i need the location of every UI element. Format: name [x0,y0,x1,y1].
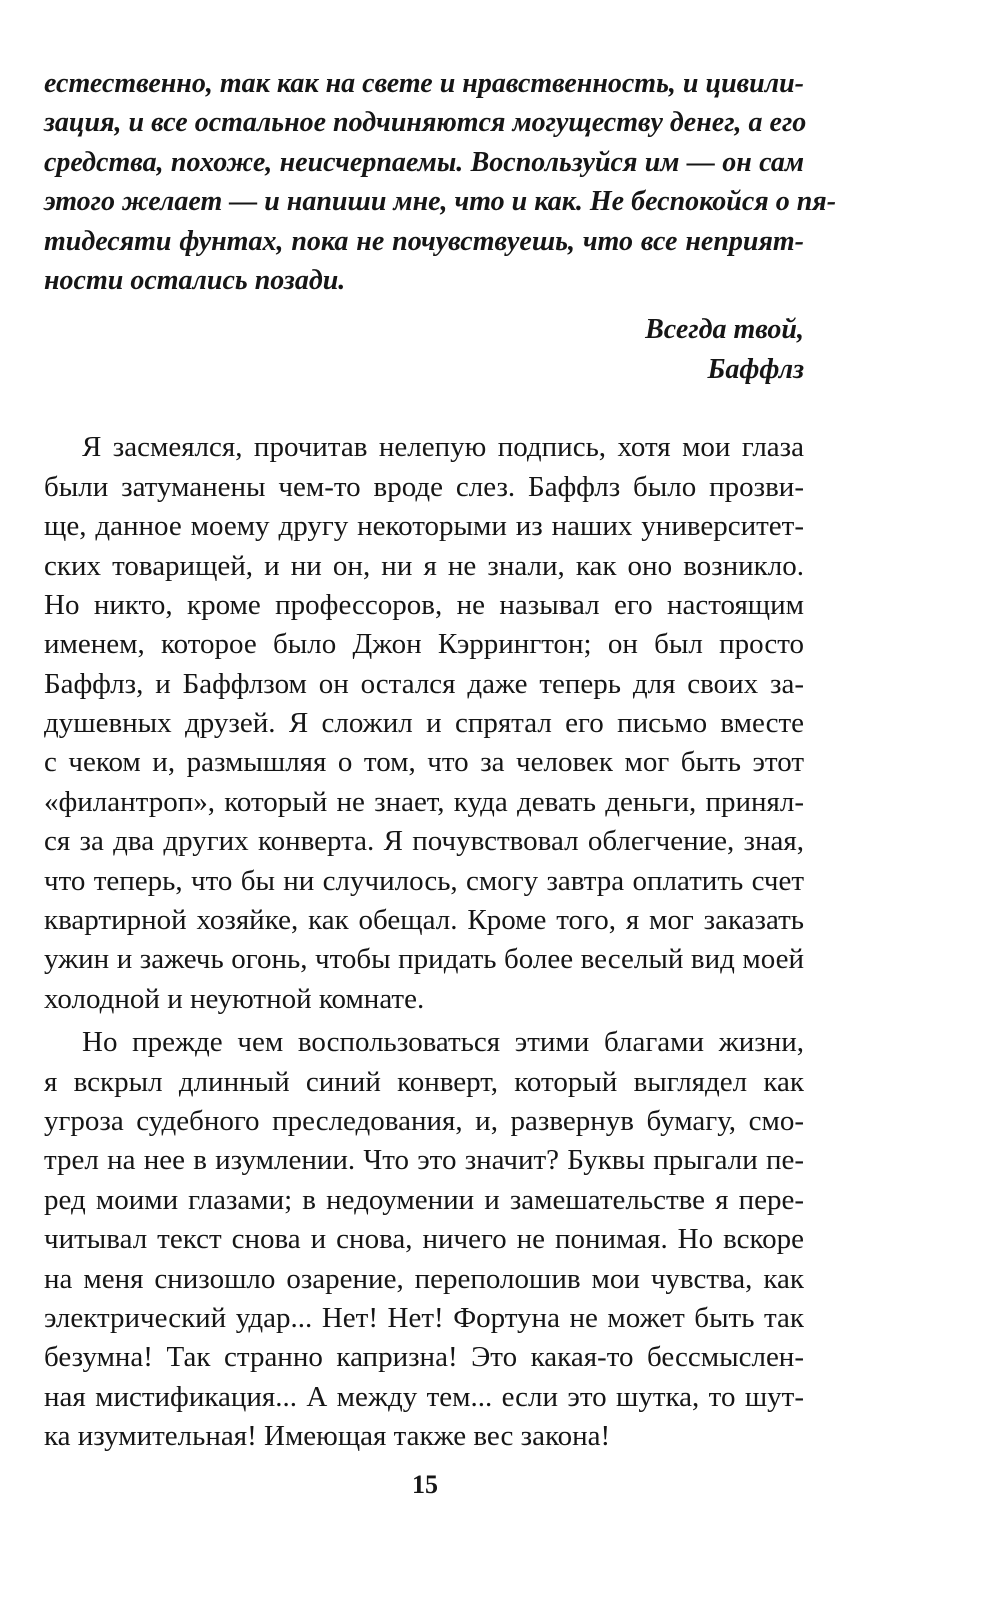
letter-line: тидесяти фунтах, пока не почувствуешь, что все неприят- [44,225,804,257]
text-line: электрический удар... Нет! Нет! Фортуна не может быть так [44,1301,804,1334]
text-line: я вскрыл длинный синий конверт, который выглядел как [44,1065,804,1098]
letter-line: зация, и все остальное подчиняются могуществу денег, а его [44,107,807,139]
letter-text [44,64,837,300]
text-line: ка изумительная! Имеющая также вес закона! [44,1420,611,1453]
text-line: ред моими глазами; в недоумении и замешательстве я пере- [44,1183,804,1216]
letter-signature: Баффлз [707,354,804,386]
paragraph [44,428,804,1019]
text-line: были затуманены чем-то вроде слез. Баффлз было прозви- [44,470,804,503]
letter-line: естественно, так как на свете и нравственность, и цивили- [44,68,804,99]
text-line: ще, данное моему другу некоторыми из наших университет- [44,510,804,543]
page-body [44,64,837,1457]
text-line: душевных друзей. Я сложил и спрятал его письмо вместе [44,707,804,740]
text-line: Но прежде чем воспользоваться этими благами жизни, [82,1026,804,1059]
text-line: что теперь, что бы ни случилось, смогу завтра оплатить счет [44,864,804,897]
paragraph [44,1023,804,1456]
text-line: с чеком и, размышляя о том, что за человек мог быть этот [44,746,804,779]
text-line: Но никто, кроме профессоров, не называл его настоящим [44,588,804,621]
text-line: на меня снизошло озарение, переполошив мои чувства, как [44,1262,804,1295]
letter-closing: Всегда твой, [645,314,804,346]
letter-signoff [44,310,804,390]
text-line: «филантроп», который не знает, куда девать деньги, принял- [44,785,804,818]
text-line: ся за два других конверта. Я почувствовал облегчение, зная, [44,825,804,858]
letter-line: ности остались позади. [44,264,346,296]
letter-line: этого желает — и напиши мне, что и как. Не беспокойся о пя- [44,186,837,218]
text-line: квартирной хозяйке, как обещал. Кроме того, я мог заказать [44,904,804,937]
text-line: холодной и неуютной комнате. [44,982,425,1015]
text-line: именем, которое было Джон Кэррингтон; он был просто [44,628,804,661]
text-line: читывал текст снова и снова, ничего не понимая. Но вскоре [44,1223,804,1256]
text-line: трел на нее в изумлении. Что это значит? Буквы прыгали пе- [44,1144,804,1177]
page-number: 15 [412,1470,438,1499]
text-line: безумна! Так странно капризна! Это какая-то бессмыслен- [44,1341,804,1374]
text-line: ная мистификация... А между тем... если это шутка, то шут- [44,1380,804,1413]
text-line: Я засмеялся, прочитав нелепую подпись, хотя мои глаза [82,431,804,464]
text-line: ских товарищей, и ни он, ни я не знали, как оно возникло. [44,549,804,582]
text-line: ужин и зажечь огонь, чтобы придать более веселый вид моей [44,943,804,976]
letter-line: средства, похоже, неисчерпаемы. Воспользуйся им — он сам [44,146,804,178]
text-line: угроза судебного преследования, и, развернув бумагу, смо- [44,1104,804,1137]
text-line: Баффлз, и Баффлзом он остался даже теперь для своих за- [44,667,804,700]
